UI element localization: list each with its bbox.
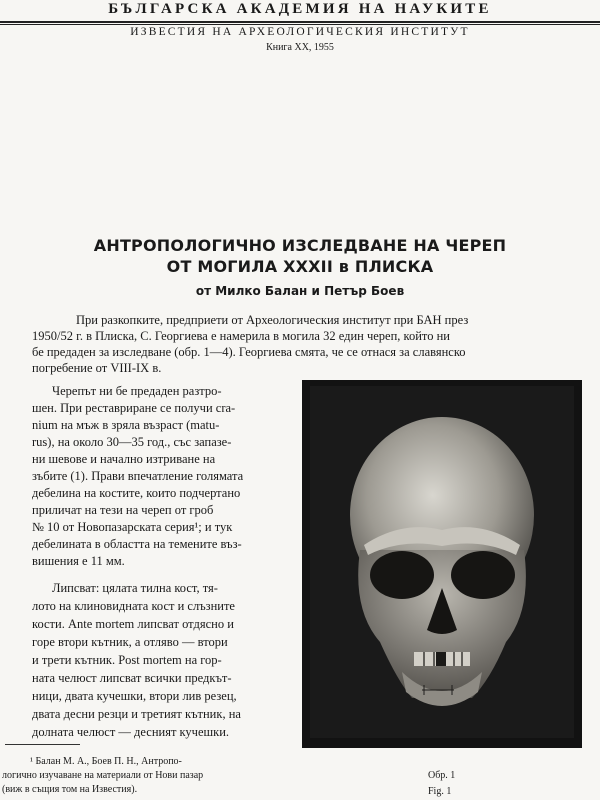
text-line: 1950/52 г. в Плиска, С. Георгиева е намерила в могила 32 един череп, който ни [32,329,450,343]
footnote-line: логично изучаване на материали от Нови пазар [2,770,204,781]
journal-name: ИЗВЕСТИЯ НА АРХЕОЛОГИЧЕСКИЯ ИНСТИТУТ [130,26,470,38]
text-line: двата десни резци и третият кътник, на [32,707,241,721]
text-line: горе втори кътник, а отляво — втори [32,635,228,649]
text-line: При разкопките, предприети от Археологическия институт при БАН през [76,313,469,327]
header-rule-thin [0,24,600,25]
header-rule-thick [0,21,600,23]
academy-name: БЪЛГАРСКА АКАДЕМИЯ НА НАУКИТЕ [108,1,492,17]
article-authors: от Милко Балан и Петър Боев [195,284,405,298]
article-title-line1: АНТРОПОЛОГИЧНО ИЗСЛЕДВАНЕ НА ЧЕРЕП [93,236,507,255]
text-line: ната челюст липсват всички предкът- [32,671,232,685]
text-line: кости. Ante mortem липсват отдясно и [32,617,234,631]
footnote-rule [5,744,80,745]
text-line: и трети кътник. Post mortem на гор- [32,653,222,667]
text-line: № 10 от Новопазарската серия¹; и тук [32,520,233,534]
skull-image [302,380,582,748]
volume-info: Книга ХХ, 1955 [266,42,334,53]
footnote-line: (виж в същия том на Известия). [2,784,138,795]
text-line: лото на клиновидната кост и слъзните [32,599,235,613]
text-line: Черепът ни бе предаден разтро- [52,384,222,398]
footnote-line: ¹ Балан М. А., Боев П. Н., Антропо- [30,756,182,767]
text-line: зъбите (1). Прави впечатление голямата [32,469,244,483]
text-line: ници, двата кучешки, втори лив резец, [32,689,237,703]
skull-photograph [302,380,582,748]
text-line: дебелина на костите, които подчертано [32,486,241,500]
text-line: долната челюст — десният кучешки. [32,725,230,739]
text-line: погребение от VIII-IX в. [32,361,162,375]
article-title-line2: ОТ МОГИЛА XXXII в ПЛИСКА [166,257,434,276]
text-line: rus), на около 30—35 год., със запазе- [32,435,232,449]
text-line: дебелината в областта на темените въз- [32,537,242,551]
figure-caption-en: Fig. 1 [428,786,452,797]
text-line: шен. При реставриране се получи cra- [32,401,236,415]
text-line: вишения е 11 мм. [32,554,125,568]
text-line: бе предаден за изследване (обр. 1—4). Георгиева смята, че се отнася за славянско [32,345,466,359]
text-line: ни шевове и начално изтриване на [32,452,216,466]
text-line: приличат на тези на череп от гроб [32,503,214,517]
text-line: Липсват: цялата тилна кост, тя- [52,581,218,595]
figure-caption-bg: Обр. 1 [428,770,456,781]
text-line: nium на мъж в зряла възраст (matu- [32,418,220,432]
